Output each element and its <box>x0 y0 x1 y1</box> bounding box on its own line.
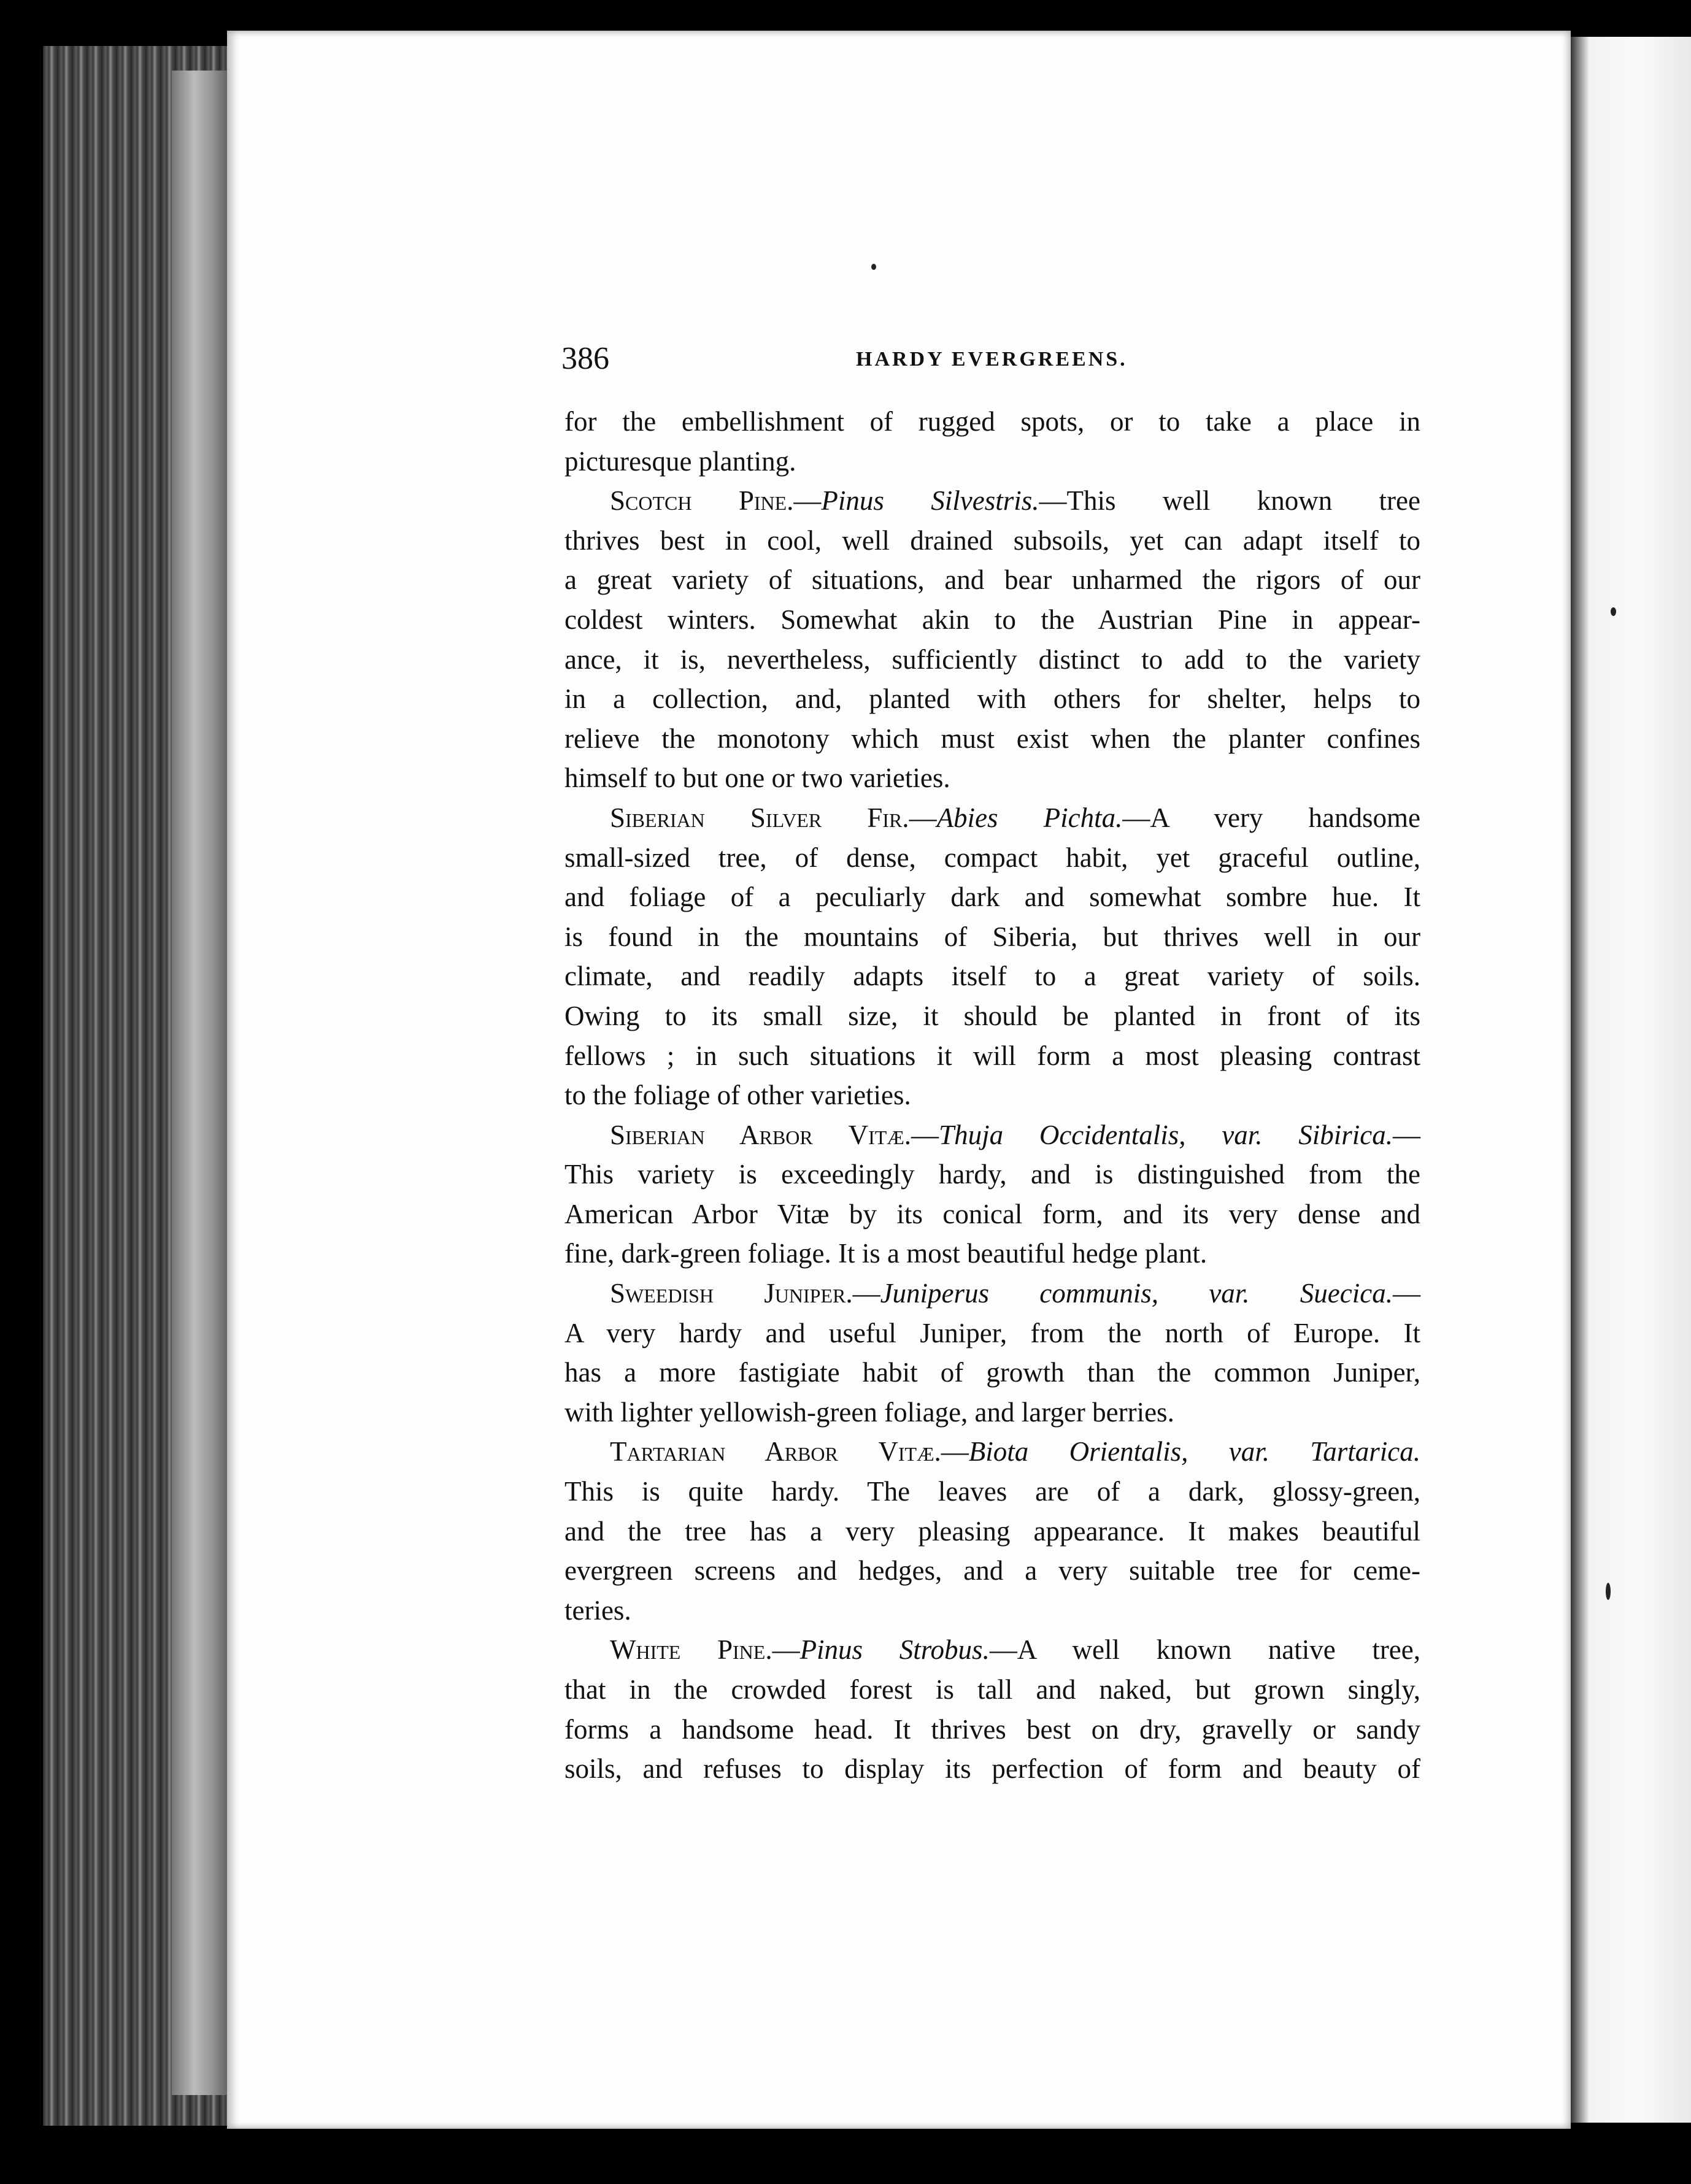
entry-white-pine <box>564 1630 1420 1788</box>
text-line: Tartarian Arbor Vitæ.—Biota Orientalis, var. Tartarica. <box>610 1436 1420 1467</box>
text-line: ance, it is, nevertheless, sufficiently distinct to add to the variety <box>564 644 1420 675</box>
entry-tartarian-arbor-vitae <box>564 1432 1420 1630</box>
text-line: Owing to its small size, it should be planted in front of its <box>564 1000 1420 1031</box>
running-head <box>561 328 1433 390</box>
text-line: forms a handsome head. It thrives best on dry, gravelly or sandy <box>564 1713 1420 1745</box>
text-line: White Pine.—Pinus Strobus.—A well known native tree, <box>610 1634 1420 1666</box>
entry-scotch-pine <box>564 481 1420 798</box>
text-line: Scotch Pine.—Pinus Silvestris.—This well known tree <box>610 485 1420 517</box>
page-edges <box>43 46 227 2126</box>
text-line: has a more fastigiate habit of growth than the common Juniper, <box>564 1357 1420 1388</box>
latin-name: Pinus Silvestris. <box>821 485 1039 517</box>
text-fragment: —A very handsome <box>1122 802 1420 833</box>
speck <box>1606 1583 1611 1600</box>
speck <box>1611 607 1616 616</box>
text-line: thrives best in cool, well drained subsoils, yet can adapt itself to <box>564 525 1420 556</box>
speck <box>871 264 876 270</box>
text-line: teries. <box>564 1594 631 1626</box>
text-line: This is quite hardy. The leaves are of a dark, glossy-green, <box>564 1476 1420 1507</box>
adjacent-page <box>1565 37 1691 2123</box>
latin-name: Biota Orientalis, var. Tartarica. <box>968 1436 1420 1467</box>
latin-name: Abies Pichta. <box>936 802 1123 833</box>
text-line: soils, and refuses to display its perfection of form and beauty of <box>564 1753 1420 1785</box>
entry-name: Siberian Arbor Vitæ. <box>610 1119 912 1150</box>
text-line: himself to but one or two varieties. <box>564 763 950 794</box>
header-title: HARDY EVERGREENS. <box>856 348 1128 371</box>
entry-name: Siberian Silver Fir. <box>610 802 909 833</box>
text-line: climate, and readily adapts itself to a great variety of soils. <box>564 961 1420 992</box>
text-line: with lighter yellowish-green foliage, and larger berries. <box>564 1396 1174 1428</box>
entry-sweedish-juniper <box>564 1274 1420 1432</box>
text-line: small-sized tree, of dense, compact habit, yet graceful outline, <box>564 842 1420 873</box>
text-line: evergreen screens and hedges, and a very suitable tree for ceme- <box>564 1555 1420 1586</box>
latin-name: Pinus Strobus. <box>799 1634 990 1666</box>
text-line: A very hardy and useful Juniper, from the north of Europe. It <box>564 1317 1420 1348</box>
text-line: coldest winters. Somewhat akin to the Austrian Pine in appear- <box>564 604 1420 635</box>
text-line: to the foliage of other varieties. <box>564 1080 911 1111</box>
text-line: Sweedish Juniper.—Juniperus communis, var. Suecica.— <box>610 1278 1420 1309</box>
text-line: Siberian Silver Fir.—Abies Pichta.—A very handsome <box>610 802 1420 833</box>
latin-name: Juniperus communis, var. Suecica. <box>880 1278 1393 1309</box>
text-line: and the tree has a very pleasing appearance. It makes beautiful <box>564 1515 1420 1547</box>
body-text <box>564 402 1420 1789</box>
text-line: in a collection, and, planted with others for shelter, helps to <box>564 683 1420 715</box>
text-line: American Arbor Vitæ by its conical form, and its very dense and <box>564 1198 1420 1229</box>
text-line: fellows ; in such situations it will form a most pleasing contrast <box>564 1040 1420 1071</box>
entry-name: Scotch Pine. <box>610 485 794 517</box>
text-line: that in the crowded forest is tall and naked, but grown singly, <box>564 1674 1420 1705</box>
text-line: is found in the mountains of Siberia, but thrives well in our <box>564 921 1420 952</box>
latin-name: Thuja Occidentalis, var. Sibirica. <box>939 1119 1393 1150</box>
text-fragment: — <box>1392 1278 1420 1309</box>
text-line: a great variety of situations, and bear unharmed the rigors of our <box>564 564 1420 596</box>
text-line: This variety is exceedingly hardy, and is distinguished from the <box>564 1159 1420 1190</box>
entry-name: White Pine. <box>610 1634 772 1666</box>
text-line: fine, dark-green foliage. It is a most beautiful hedge plant. <box>564 1238 1208 1269</box>
paragraph <box>564 402 1420 481</box>
entry-siberian-arbor-vitae <box>564 1115 1420 1274</box>
entry-name: Tartarian Arbor Vitæ. <box>610 1436 941 1467</box>
page-number: 386 <box>561 341 609 376</box>
text-line: Siberian Arbor Vitæ.—Thuja Occidentalis, var. Sibirica.— <box>610 1119 1420 1150</box>
text-fragment: —This well known tree <box>1039 485 1420 517</box>
text-line: and foliage of a peculiarly dark and somewhat sombre hue. It <box>564 882 1420 913</box>
text-fragment: — <box>1393 1119 1420 1150</box>
entry-name: Sweedish Juniper. <box>610 1278 853 1309</box>
text-line: picturesque planting. <box>564 445 796 477</box>
text-fragment: —A well known native tree, <box>989 1634 1420 1666</box>
text-line: relieve the monotony which must exist when the planter confines <box>564 723 1420 754</box>
text-line: for the embellishment of rugged spots, or to take a place in <box>564 406 1420 437</box>
entry-siberian-silver-fir <box>564 798 1420 1115</box>
